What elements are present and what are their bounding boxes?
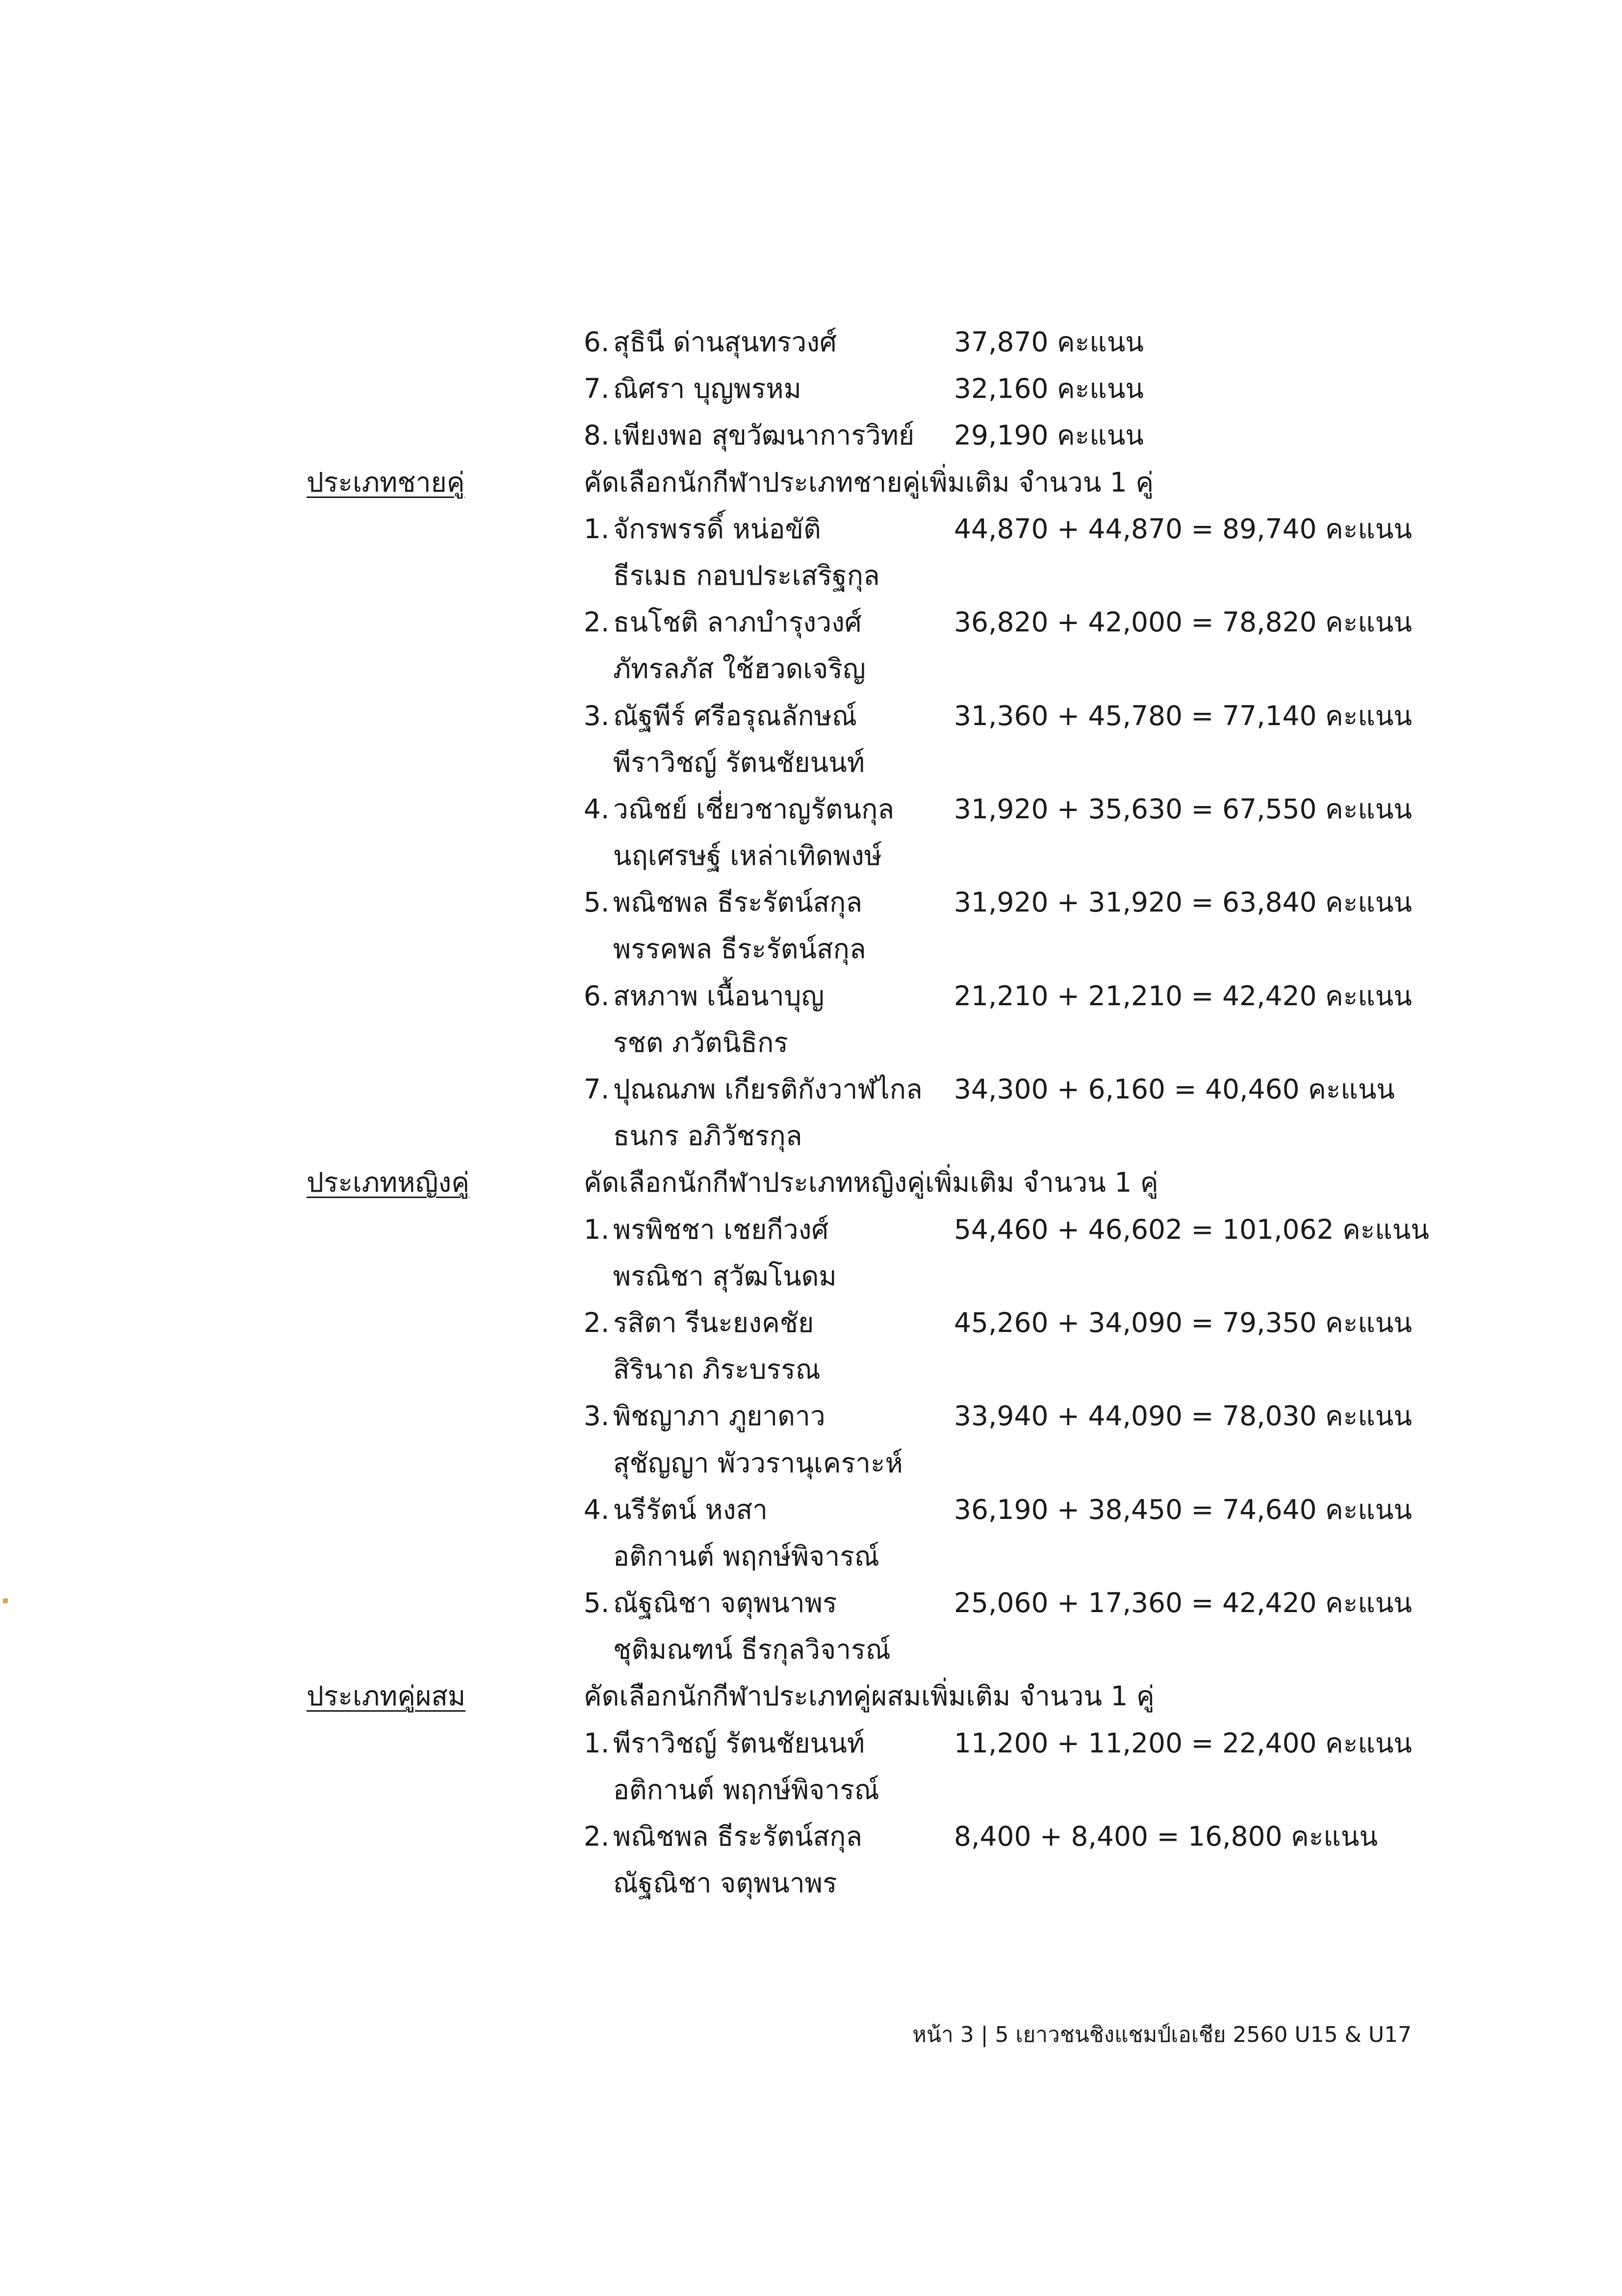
list-item [0, 365, 1622, 412]
entry-number: 5. [584, 887, 610, 918]
player-one-name: ณัฐณิชา จตุพนาพร [613, 1587, 837, 1619]
pair-entry [0, 1813, 1622, 1860]
player-one-name: จักรพรรดิ์ หน่อขัติ [613, 513, 821, 545]
section-description: คัดเลือกนักกีฬาประเภทคู่ผสมเพิ่มเติม จำนวน 1 คู่ [584, 1680, 1155, 1712]
pair-entry-partner [0, 1253, 1622, 1300]
pair-entry [0, 1720, 1622, 1767]
pair-entry-partner [0, 1533, 1622, 1580]
item-number: 8. [584, 419, 610, 451]
footer-page-label: หน้า 3 [912, 2022, 974, 2047]
pair-entry-partner [0, 1113, 1622, 1159]
pair-entry-partner [0, 646, 1622, 692]
pair-score: 31,920 + 35,630 = 67,550 คะแนน [954, 793, 1412, 825]
entry-number: 3. [584, 700, 610, 731]
section-category: ประเภทคู่ผสม [307, 1680, 466, 1712]
pair-entry-partner [0, 739, 1622, 786]
section-description: คัดเลือกนักกีฬาประเภทหญิงคู่เพิ่มเติม จำนวน 1 คู่ [584, 1167, 1159, 1199]
entry-number: 2. [584, 1306, 610, 1338]
player-two-name: ธีรเมธ กอบประเสริฐกุล [613, 559, 880, 591]
player-one-name: นรีรัตน์ หงสา [613, 1493, 768, 1525]
player-one-name: ปุณณภพ เกียรติกังวาฬไกล [613, 1073, 923, 1105]
item-number: 7. [584, 373, 610, 405]
pair-score: 36,820 + 42,000 = 78,820 คะแนน [954, 606, 1412, 638]
pair-entry [0, 693, 1622, 739]
pair-score: 31,360 + 45,780 = 77,140 คะแนน [954, 700, 1412, 731]
pair-score: 21,210 + 21,210 = 42,420 คะแนน [954, 980, 1412, 1012]
pair-entry-partner [0, 1346, 1622, 1393]
page-footer [912, 2017, 1412, 2052]
player-two-name: ณัฐณิชา จตุพนาพร [613, 1867, 837, 1899]
entry-number: 2. [584, 1821, 610, 1852]
entry-number: 1. [584, 1213, 610, 1245]
pair-entry [0, 1206, 1622, 1253]
entry-number: 1. [584, 1727, 610, 1759]
entry-number: 5. [584, 1587, 610, 1619]
pair-entry-partner [0, 1860, 1622, 1906]
document-content [0, 319, 1622, 1906]
item-number: 6. [584, 326, 610, 358]
player-one-name: สหภาพ เนื้อนาบุญ [613, 980, 824, 1012]
pair-entry-partner [0, 1019, 1622, 1066]
player-one-name: พรพิชชา เชยกีวงศ์ [613, 1213, 829, 1245]
entry-number: 3. [584, 1400, 610, 1432]
player-score: 29,190 คะแนน [954, 419, 1144, 451]
player-one-name: ธนโชติ ลาภบำรุงวงศ์ [613, 606, 862, 638]
pair-score: 34,300 + 6,160 = 40,460 คะแนน [954, 1073, 1395, 1105]
pair-entry [0, 1580, 1622, 1626]
scan-mark [3, 1598, 8, 1603]
pair-score: 54,460 + 46,602 = 101,062 คะแนน [954, 1213, 1429, 1245]
player-two-name: ธนกร อภิวัชรกุล [613, 1120, 802, 1152]
player-two-name: อติกานต์ พฤกษ์พิจารณ์ [613, 1774, 879, 1805]
section-category: ประเภทชายคู่ [307, 466, 465, 498]
entry-number: 4. [584, 1493, 610, 1525]
player-two-name: ชุติมณฑน์ ธีรกุลวิจารณ์ [613, 1634, 891, 1666]
player-two-name: สิรินาถ ภิระบรรณ [613, 1354, 821, 1385]
pair-entry [0, 506, 1622, 552]
pair-entry [0, 1300, 1622, 1346]
player-two-name: สุชัญญา พัววรานุเคราะห์ [613, 1447, 903, 1479]
pair-entry [0, 599, 1622, 646]
pair-entry [0, 1066, 1622, 1113]
player-name: ณิศรา บุญพรหม [613, 373, 801, 405]
pair-score: 36,190 + 38,450 = 74,640 คะแนน [954, 1493, 1412, 1525]
player-name: สุธินี ด่านสุนทรวงศ์ [613, 326, 837, 358]
pair-entry [0, 786, 1622, 833]
entry-number: 6. [584, 980, 610, 1012]
section-header [0, 459, 1622, 506]
entry-number: 2. [584, 606, 610, 638]
pair-score: 44,870 + 44,870 = 89,740 คะแนน [954, 513, 1412, 545]
player-one-name: ณัฐพีร์ ศรีอรุณลักษณ์ [613, 700, 857, 731]
list-item [0, 412, 1622, 459]
pair-entry [0, 1487, 1622, 1533]
player-one-name: พณิชพล ธีระรัตน์สกุล [613, 887, 863, 918]
pair-entry-partner [0, 833, 1622, 879]
footer-document-title: 5 เยาวชนชิงแชมป์เอเชีย 2560 U15 & U17 [995, 2022, 1412, 2047]
entry-number: 1. [584, 513, 610, 545]
player-score: 32,160 คะแนน [954, 373, 1144, 405]
pair-entry [0, 879, 1622, 926]
pair-entry-partner [0, 552, 1622, 599]
section-header [0, 1673, 1622, 1720]
player-two-name: พีราวิชญ์ รัตนชัยนนท์ [613, 746, 865, 778]
footer-separator: | [980, 2022, 988, 2047]
entry-number: 4. [584, 793, 610, 825]
pair-score: 11,200 + 11,200 = 22,400 คะแนน [954, 1727, 1412, 1759]
pair-score: 45,260 + 34,090 = 79,350 คะแนน [954, 1306, 1412, 1338]
pair-score: 31,920 + 31,920 = 63,840 คะแนน [954, 887, 1412, 918]
player-two-name: นฤเศรษฐ์ เหล่าเทิดพงษ์ [613, 840, 882, 872]
pair-entry [0, 973, 1622, 1019]
section-category: ประเภทหญิงคู่ [307, 1167, 470, 1199]
player-two-name: ภัทรลภัส ใช้ฮวดเจริญ [613, 653, 866, 685]
player-two-name: พรรคพล ธีระรัตน์สกุล [613, 933, 866, 965]
player-one-name: รสิตา รีนะยงคชัย [613, 1306, 814, 1338]
section-description: คัดเลือกนักกีฬาประเภทชายคู่เพิ่มเติม จำนวน 1 คู่ [584, 466, 1154, 498]
entry-number: 7. [584, 1073, 610, 1105]
player-two-name: พรณิชา สุวัฒโนดม [613, 1260, 837, 1292]
pair-entry-partner [0, 1440, 1622, 1487]
pair-score: 25,060 + 17,360 = 42,420 คะแนน [954, 1587, 1412, 1619]
player-one-name: พีราวิชญ์ รัตนชัยนนท์ [613, 1727, 865, 1759]
list-item [0, 319, 1622, 365]
section-header [0, 1159, 1622, 1206]
player-name: เพียงพอ สุขวัฒนาการวิทย์ [613, 419, 915, 451]
player-one-name: วณิชย์ เชี่ยวชาญรัตนกุล [613, 793, 895, 825]
pair-entry-partner [0, 926, 1622, 972]
pair-score: 33,940 + 44,090 = 78,030 คะแนน [954, 1400, 1412, 1432]
pair-score: 8,400 + 8,400 = 16,800 คะแนน [954, 1821, 1378, 1852]
player-two-name: รชต ภวัตนิธิกร [613, 1026, 788, 1058]
player-two-name: อติกานต์ พฤกษ์พิจารณ์ [613, 1540, 879, 1572]
player-one-name: พณิชพล ธีระรัตน์สกุล [613, 1821, 863, 1852]
pair-entry [0, 1393, 1622, 1439]
pair-entry-partner [0, 1767, 1622, 1813]
player-one-name: พิชญาภา ภูยาดาว [613, 1400, 825, 1432]
pair-entry-partner [0, 1626, 1622, 1673]
player-score: 37,870 คะแนน [954, 326, 1144, 358]
